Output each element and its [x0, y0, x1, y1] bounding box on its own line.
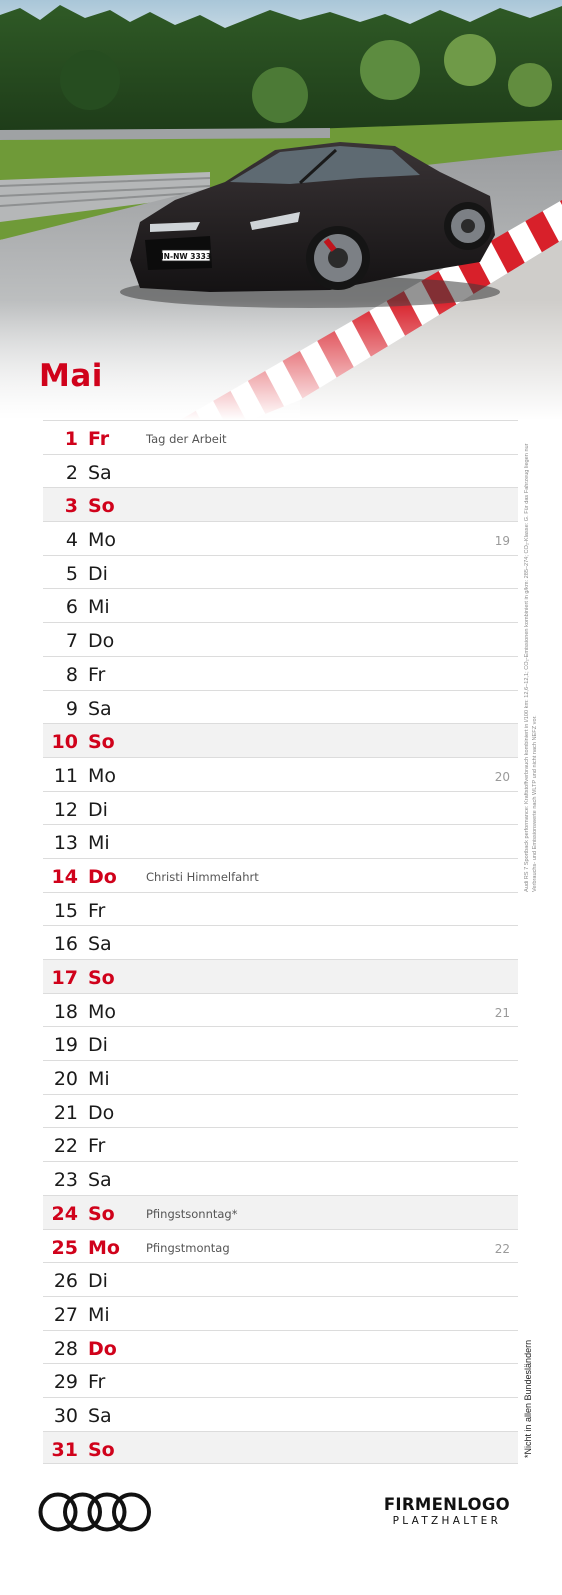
day-number: 13 — [53, 832, 78, 855]
calendar-row — [43, 1229, 518, 1263]
calendar-row — [43, 892, 518, 926]
day-name: Fr — [88, 663, 106, 686]
day-name: Mi — [88, 1303, 110, 1326]
day-name: Fr — [88, 1135, 106, 1158]
holiday-label: Pfingstsonntag* — [146, 1206, 238, 1221]
calendar-row — [43, 1127, 518, 1161]
day-number: 10 — [51, 731, 78, 754]
calendar-row — [43, 622, 518, 656]
day-name: Do — [88, 630, 115, 653]
day-name: Fr — [88, 1371, 106, 1394]
calendar-row — [43, 824, 518, 858]
week-number: 20 — [494, 769, 510, 784]
day-number: 15 — [53, 899, 78, 922]
day-number: 26 — [53, 1270, 78, 1293]
calendar-row — [43, 487, 518, 521]
calendar-row — [43, 521, 518, 555]
calendar-row — [43, 1330, 518, 1364]
calendar-row — [43, 925, 518, 959]
day-name: Mi — [88, 1068, 110, 1091]
day-name: Di — [88, 798, 108, 821]
day-number: 14 — [51, 865, 78, 888]
calendar-row — [43, 420, 518, 454]
day-name: Sa — [88, 461, 112, 484]
calendar-row — [43, 757, 518, 791]
day-name: Mo — [88, 1000, 117, 1023]
day-number: 4 — [65, 529, 78, 552]
day-number: 5 — [65, 562, 78, 585]
calendar-row — [43, 1397, 518, 1431]
calendar-row — [43, 993, 518, 1027]
day-number: 27 — [53, 1303, 78, 1326]
day-name: Mi — [88, 596, 110, 619]
day-number: 18 — [53, 1000, 78, 1023]
company-logo-line1: FIRMENLOGO — [383, 1495, 510, 1514]
day-name: Mo — [88, 529, 117, 552]
day-name: Do — [88, 1101, 115, 1124]
day-name: So — [88, 1202, 115, 1225]
day-name: So — [88, 495, 115, 518]
day-number: 30 — [53, 1404, 78, 1427]
day-number: 11 — [53, 764, 78, 787]
calendar-row — [43, 791, 518, 825]
day-name: So — [88, 1438, 115, 1461]
day-number: 20 — [53, 1068, 78, 1091]
day-name: Sa — [88, 933, 112, 956]
calendar-row — [43, 656, 518, 690]
day-number: 21 — [53, 1101, 78, 1124]
day-name: Sa — [88, 697, 112, 720]
day-name: Fr — [88, 428, 110, 450]
day-name: Mo — [88, 1236, 120, 1259]
calendar-row — [43, 1431, 518, 1465]
day-number: 22 — [53, 1135, 78, 1158]
company-logo-placeholder — [384, 1496, 510, 1528]
calendar-row — [43, 555, 518, 589]
day-number: 3 — [64, 495, 78, 518]
calendar-row — [43, 1195, 518, 1229]
day-name: Sa — [88, 1404, 112, 1427]
day-name: So — [88, 731, 115, 754]
calendar-row — [43, 690, 518, 724]
day-name: Fr — [88, 899, 106, 922]
day-number: 12 — [53, 798, 78, 821]
day-number: 7 — [65, 630, 78, 653]
day-number: 9 — [65, 697, 78, 720]
day-name: Mi — [88, 832, 110, 855]
calendar-table — [43, 420, 518, 1464]
calendar-row — [43, 1296, 518, 1330]
calendar-row — [43, 454, 518, 488]
day-number: 8 — [65, 663, 78, 686]
calendar-row — [43, 723, 518, 757]
company-logo-line2: PLATZHALTER — [392, 1515, 502, 1527]
calendar-row — [43, 1363, 518, 1397]
calendar-row — [43, 1026, 518, 1060]
day-name: Do — [88, 865, 117, 888]
day-number: 25 — [51, 1236, 78, 1259]
day-number: 2 — [65, 461, 78, 484]
holiday-label: Tag der Arbeit — [146, 432, 227, 446]
holiday-footnote: *Nicht in allen Bundesländern — [523, 1339, 533, 1458]
month-title: Mai — [39, 358, 103, 394]
day-name: Mo — [88, 764, 117, 787]
holiday-label: Christi Himmelfahrt — [146, 869, 259, 884]
day-number: 29 — [53, 1371, 78, 1394]
calendar-row — [43, 588, 518, 622]
day-number: 28 — [53, 1337, 78, 1360]
audi-rings-icon — [37, 1490, 153, 1539]
day-number: 31 — [51, 1438, 78, 1461]
day-number: 1 — [64, 428, 78, 450]
calendar-row — [43, 1161, 518, 1195]
day-name: Sa — [88, 1169, 112, 1192]
day-number: 17 — [51, 967, 78, 989]
license-plate-text: IN-NW 3333 — [160, 252, 212, 261]
calendar-row — [43, 959, 518, 993]
day-name: Di — [88, 1034, 108, 1057]
calendar-row — [43, 1262, 518, 1296]
day-name: Do — [88, 1337, 117, 1360]
day-number: 16 — [53, 933, 78, 956]
calendar-row — [43, 1060, 518, 1094]
day-number: 23 — [53, 1169, 78, 1192]
calendar-row — [43, 1094, 518, 1128]
day-number: 24 — [51, 1202, 78, 1225]
week-number: 22 — [494, 1241, 510, 1256]
calendar-row — [43, 858, 518, 892]
side-legal-text: Audi RS 7 Sportback performance: Kraftstoffverbrauch kombiniert in l/100 km: 12,6–12,1; CO₂-Emissionen kombiniert in g/km: 285–274; CO₂-Klasse: G. Für das Fahrzeug liegen nur Verbrauchs- und Emissionswerte nach WLTP und nicht nach NEFZ vor. — [524, 443, 538, 892]
day-name: Di — [88, 562, 108, 585]
hero-image — [0, 0, 562, 420]
holiday-label: Pfingstmontag — [146, 1240, 230, 1255]
day-name: Di — [88, 1270, 108, 1293]
day-number: 19 — [53, 1034, 78, 1057]
day-name: So — [88, 967, 115, 989]
week-number: 21 — [494, 1005, 510, 1020]
week-number: 19 — [494, 534, 510, 549]
day-number: 6 — [65, 596, 78, 619]
